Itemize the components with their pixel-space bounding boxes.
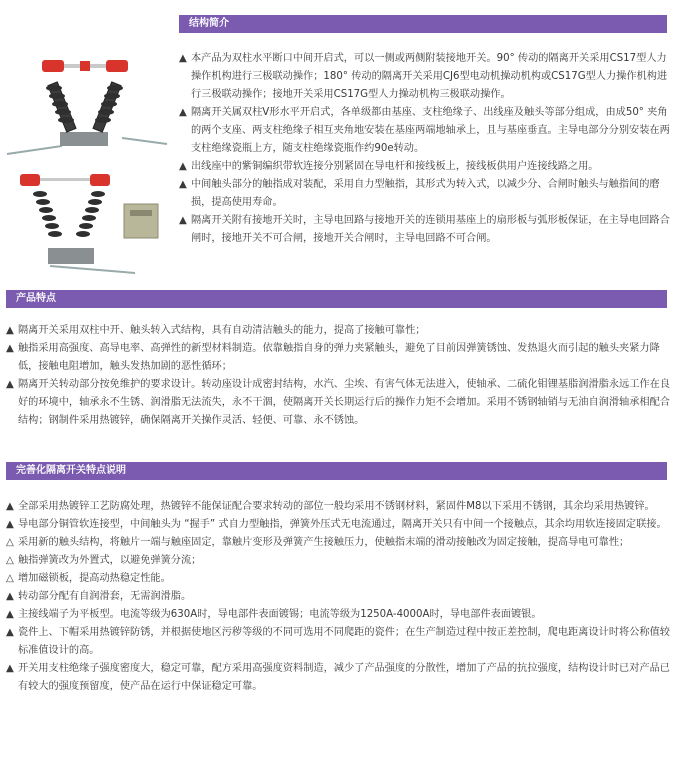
list-item: ▲ 触指采用高强度、高导电率、高弹性的新型材料制造。依靠触指自身的弹力夹紧触头，避免了目前因弹簧锈蚀、发热退火而引起的触头夹紧力降低，接触电阻增加，触头发热加剧的恶性循环；	[6, 343, 660, 372]
list-item: ▲ 瓷件上、下帽采用热镀锌防锈，并根据使地区污秽等级的不同可选用不同爬距的瓷件；在生产制造过程中按正差控制，爬电距离设计时将公称值较标准值设计的高。	[6, 627, 670, 656]
list-item: ▲ 导电部分铜管软连接型，中间触头为 “握手” 式自力型触指，弹簧外压式无电流通过，隔离开关只有中间一个接触点，其余均用软连接固定联接。	[6, 519, 667, 530]
list-item: ▲ 出线座中的紫铜编织带软连接分别紧固在导电杆和接线板上，接线板供用户连接线路之用。	[179, 161, 599, 172]
section-body-features	[6, 322, 670, 430]
list-item: △ 增加磁锁板，提高动热稳定性能。	[6, 573, 171, 584]
list-item: ▲ 全部采用热镀锌工艺防腐处理，热镀锌不能保证配合要求转动的部位一般均采用不锈钢材料，紧固件M8以下采用不锈钢，其余均采用热镀锌。	[6, 501, 655, 512]
section-title: 产品特点	[16, 293, 56, 304]
section-header-features	[6, 290, 667, 308]
section-header-structure	[179, 15, 667, 33]
section-body-structure	[179, 50, 671, 248]
list-item: ▲ 转动部分配有自润滑套，无需润滑脂。	[6, 591, 192, 602]
list-item: ▲ 隔离开关附有接地开关时，主导电回路与接地开关的连锁用基座上的扇形板与弧形板保证，在主导电回路合闸时，接地开关不可合闸，接地开关合闸时，主导电回路不可合闸。	[179, 215, 670, 244]
section-body-improved	[6, 498, 670, 696]
list-item: ▲ 中间触头部分的触指成对装配，采用自力型触指，其形式为转入式，以减少分、合闸时触头与触指间的磨损，提高使用寿命。	[179, 179, 660, 208]
list-item: ▲ 本产品为双柱水平断口中间开启式，可以一侧或两侧附装接地开关。90° 传动的隔离开关采用CS17型人力操作机构进行三极联动操作；180° 传动的隔离开关采用CJ6型电动机操动机构或CS17G型人力操作机构进行三极联动操作；接地开关采用CS17G型人力操动机构三极联动操作。	[179, 53, 668, 100]
section-title: 完善化隔离开关特点说明	[16, 465, 126, 476]
switch-photo-bottom	[10, 168, 170, 288]
list-item: △ 触指弹簧改为外置式，以避免弹簧分流；	[6, 555, 202, 566]
list-item: ▲ 开关用支柱绝缘子强度密度大，稳定可靠，配方采用高强度资料制造，减少了产品强度的分散性，增加了产品的抗拉强度，结构设计时已对产品已有较大的强度预留度，使产品在运行中保证稳定可靠。	[6, 663, 670, 692]
list-item: ▲ 隔离开关属双柱V形水平开启式，各单级都由基座、支柱绝缘子、出线座及触头等部分组成，由成50° 夹角的两个支座、两支柱绝缘子相互夹角地安装在基座两端地轴承上，且与基座垂直。主导电部分分别安装在两支柱绝缘瓷瓶上方，随支柱绝缘瓷瓶作约90e转动。	[179, 107, 670, 154]
list-item: ▲ 主接线端子为平板型。电流等级为630A时，导电部件表面镀锡；电流等级为1250A-4000A时，导电部件表面镀银。	[6, 609, 542, 620]
switch-photo-top	[2, 46, 172, 166]
list-item: ▲ 隔离开关采用双柱中开、触头转入式结构，具有自动清洁触头的能力，提高了接触可靠性；	[6, 325, 426, 336]
list-item: △ 采用新的触头结构，将触片一端与触座固定，靠触片变形及弹簧产生接触压力，使触指末端的滑动接触改为固定接触，提高导电可靠性；	[6, 537, 630, 548]
section-header-improved	[6, 462, 667, 480]
section-title: 结构简介	[189, 18, 229, 29]
list-item: ▲ 隔离开关转动部分按免维护的要求设计。转动座设计成密封结构，水汽、尘埃、有害气体无法进入，使轴承、二硫化钼锂基脂润滑脂永远工作在良好的环境中，轴承永不生锈、润滑脂无法流失，永不干涸，使隔离开关长期运行后的操作力矩不会增加。采用不锈钢轴销与无油自润滑轴承相配合结构；钢制件采用热镀锌，确保隔离开关操作灵活、轻便、可靠、永不锈蚀。	[6, 379, 670, 426]
